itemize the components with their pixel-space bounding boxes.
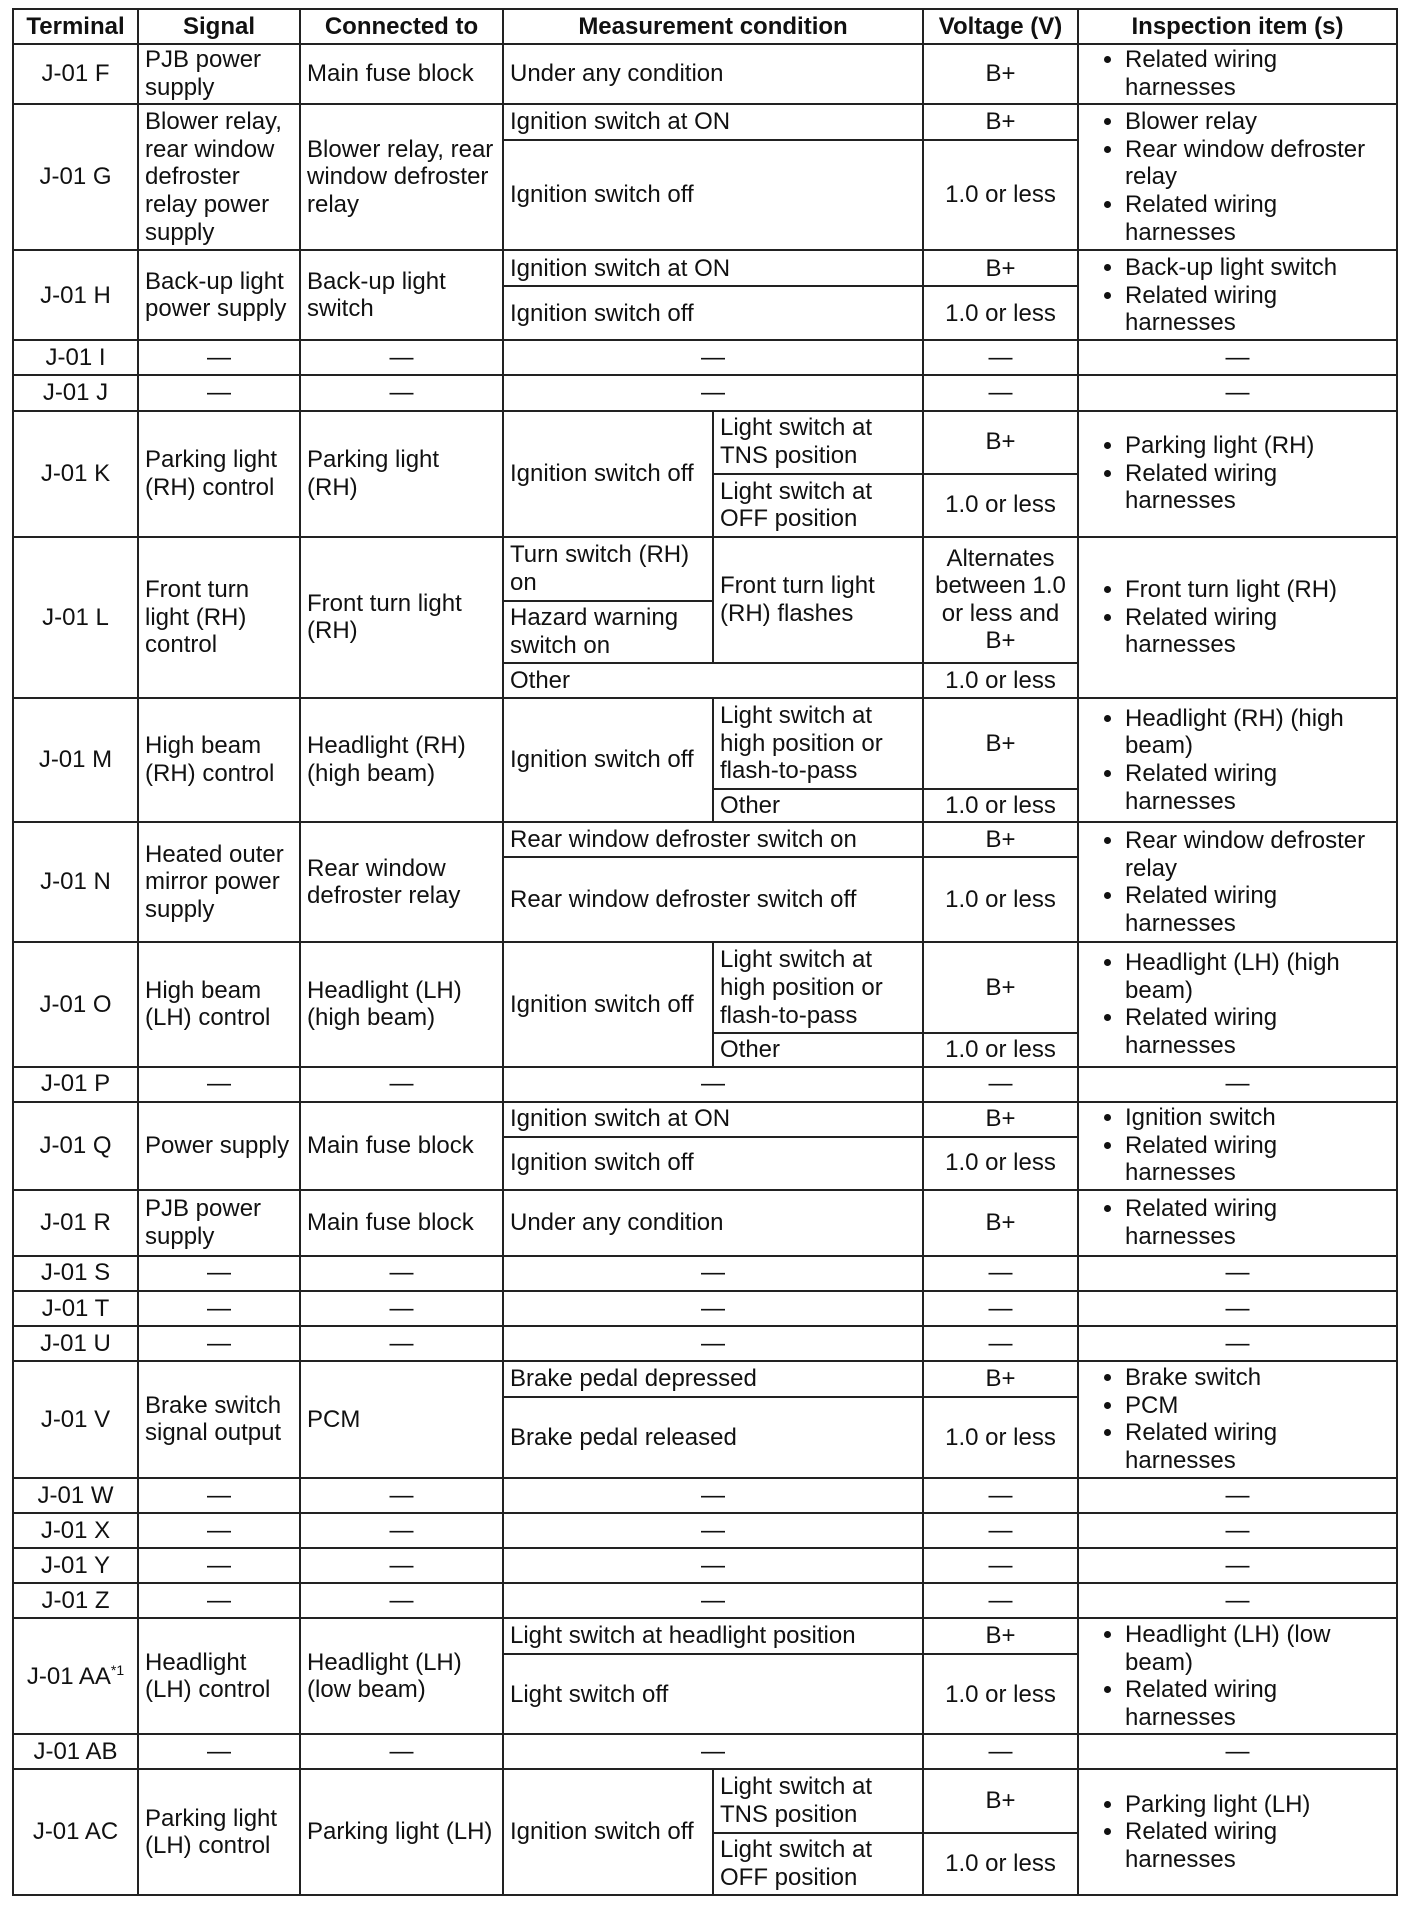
condition-cell: Ignition switch off (503, 1769, 713, 1895)
terminal-cell: J-01 F (13, 44, 138, 104)
voltage-cell: 1.0 or less (923, 1654, 1078, 1734)
connected-cell: — (300, 1734, 503, 1769)
voltage-cell: — (923, 340, 1078, 375)
inspection-cell: — (1078, 1067, 1397, 1102)
condition-cell: Ignition switch off (503, 286, 923, 340)
connected-cell: Main fuse block (300, 44, 503, 104)
footnote-marker: *1 (110, 1662, 125, 1679)
table-row (13, 1734, 1397, 1769)
voltage-cell: B+ (923, 1361, 1078, 1397)
condition-cell: Ignition switch at ON (503, 1102, 923, 1137)
inspection-cell (1078, 44, 1397, 104)
inspection-cell (1078, 822, 1397, 942)
signal-cell: — (138, 340, 300, 375)
header-voltage: Voltage (V) (923, 9, 1078, 44)
inspection-cell (1078, 1190, 1397, 1256)
terminal-cell: J-01 S (13, 1256, 138, 1291)
inspection-cell: — (1078, 375, 1397, 410)
inspection-item: • Related wiring harnesses (1125, 604, 1390, 659)
signal-cell: Parking light (LH) control (138, 1769, 300, 1895)
condition-cell: Under any condition (503, 44, 923, 104)
terminal-cell (13, 1618, 138, 1734)
inspection-item: • Front turn light (RH) (1125, 576, 1390, 604)
table-row (13, 1190, 1397, 1256)
signal-cell: — (138, 1583, 300, 1618)
table-row (13, 1291, 1397, 1326)
signal-cell: PJB power supply (138, 44, 300, 104)
voltage-cell: B+ (923, 1102, 1078, 1137)
condition-cell: Hazard warning switch on (503, 601, 713, 663)
inspection-item: • Back-up light switch (1125, 254, 1390, 282)
voltage-cell: 1.0 or less (923, 663, 1078, 698)
condition-cell: Other (503, 663, 923, 698)
table-row (13, 1067, 1397, 1102)
voltage-cell: 1.0 or less (923, 1833, 1078, 1895)
signal-cell: Blower relay, rear window defroster relay power supply (138, 104, 300, 250)
inspection-item: • Brake switch (1125, 1364, 1390, 1392)
connected-cell: Parking light (RH) (300, 411, 503, 537)
inspection-item: • PCM (1125, 1392, 1390, 1420)
condition-cell: — (503, 340, 923, 375)
inspection-cell: — (1078, 1478, 1397, 1513)
inspection-cell: — (1078, 1583, 1397, 1618)
voltage-cell: — (923, 1513, 1078, 1548)
voltage-cell: — (923, 1734, 1078, 1769)
connected-cell: Parking light (LH) (300, 1769, 503, 1895)
inspection-cell: — (1078, 340, 1397, 375)
condition-cell: — (503, 1067, 923, 1102)
inspection-item: • Rear window defroster relay (1125, 827, 1390, 882)
inspection-cell (1078, 104, 1397, 250)
sub-condition-cell: Front turn light (RH) flashes (713, 537, 923, 663)
table-row (13, 822, 1397, 857)
header-terminal: Terminal (13, 9, 138, 44)
signal-cell: — (138, 1734, 300, 1769)
sub-condition-cell: Light switch at TNS position (713, 411, 923, 474)
condition-cell: — (503, 1256, 923, 1291)
condition-cell: Rear window defroster switch off (503, 857, 923, 942)
inspection-item: • Related wiring harnesses (1125, 1004, 1390, 1059)
inspection-cell: — (1078, 1513, 1397, 1548)
signal-cell: PJB power supply (138, 1190, 300, 1256)
voltage-cell: 1.0 or less (923, 789, 1078, 822)
terminal-cell: J-01 P (13, 1067, 138, 1102)
terminal-cell: J-01 K (13, 411, 138, 537)
inspection-item: • Blower relay (1125, 108, 1390, 136)
table-row (13, 1256, 1397, 1291)
inspection-cell: — (1078, 1734, 1397, 1769)
inspection-item: • Parking light (LH) (1125, 1791, 1390, 1819)
signal-cell: Back-up light power supply (138, 250, 300, 340)
signal-cell: Parking light (RH) control (138, 411, 300, 537)
terminal-cell: J-01 L (13, 537, 138, 698)
sub-condition-cell: Light switch at OFF position (713, 1833, 923, 1895)
inspection-cell (1078, 698, 1397, 822)
table-row (13, 375, 1397, 410)
terminal-cell: J-01 U (13, 1326, 138, 1361)
voltage-cell: B+ (923, 1618, 1078, 1654)
inspection-item: • Related wiring harnesses (1125, 760, 1390, 815)
inspection-cell: — (1078, 1548, 1397, 1583)
condition-cell: — (503, 1478, 923, 1513)
signal-cell: — (138, 1513, 300, 1548)
terminal-label: J-01 AA (26, 1663, 111, 1691)
inspection-cell (1078, 250, 1397, 340)
terminal-cell: J-01 W (13, 1478, 138, 1513)
table-row (13, 1478, 1397, 1513)
signal-cell: — (138, 1478, 300, 1513)
table-row (13, 1326, 1397, 1361)
terminal-cell: J-01 Q (13, 1102, 138, 1190)
condition-cell: — (503, 375, 923, 410)
header-inspection-items: Inspection item (s) (1078, 9, 1397, 44)
inspection-cell (1078, 942, 1397, 1066)
inspection-cell (1078, 1102, 1397, 1190)
connected-cell: Main fuse block (300, 1102, 503, 1190)
voltage-cell: B+ (923, 1769, 1078, 1832)
terminal-cell: J-01 H (13, 250, 138, 340)
condition-cell: Ignition switch off (503, 411, 713, 537)
inspection-item: • Related wiring harnesses (1125, 460, 1390, 515)
voltage-cell: — (923, 1478, 1078, 1513)
table-row (13, 44, 1397, 104)
voltage-cell: — (923, 375, 1078, 410)
signal-cell: — (138, 1256, 300, 1291)
terminal-cell: J-01 J (13, 375, 138, 410)
voltage-cell: — (923, 1291, 1078, 1326)
table-row (13, 698, 1397, 789)
inspection-item: • Related wiring harnesses (1125, 1676, 1390, 1731)
connected-cell: — (300, 1326, 503, 1361)
voltage-cell: B+ (923, 250, 1078, 286)
inspection-cell (1078, 1618, 1397, 1734)
connected-cell: — (300, 1291, 503, 1326)
sub-condition-cell: Other (713, 1033, 923, 1066)
terminal-cell: J-01 T (13, 1291, 138, 1326)
table-row (13, 1548, 1397, 1583)
terminal-cell: J-01 M (13, 698, 138, 822)
signal-cell: Headlight (LH) control (138, 1618, 300, 1734)
table-row (13, 1513, 1397, 1548)
connected-cell: — (300, 1256, 503, 1291)
table-row (13, 537, 1397, 601)
sub-condition-cell: Light switch at TNS position (713, 1769, 923, 1832)
condition-cell: Brake pedal depressed (503, 1361, 923, 1397)
connected-cell: — (300, 1513, 503, 1548)
condition-cell: Light switch off (503, 1654, 923, 1734)
connected-cell: — (300, 375, 503, 410)
condition-cell: Rear window defroster switch on (503, 822, 923, 857)
connected-cell: — (300, 1067, 503, 1102)
connected-cell: — (300, 1548, 503, 1583)
signal-cell: Front turn light (RH) control (138, 537, 300, 698)
connected-cell: — (300, 1478, 503, 1513)
header-signal: Signal (138, 9, 300, 44)
voltage-cell: — (923, 1583, 1078, 1618)
header-row (13, 9, 1397, 44)
table-row (13, 411, 1397, 474)
condition-cell: Ignition switch off (503, 698, 713, 822)
sub-condition-cell: Other (713, 789, 923, 822)
signal-cell: High beam (LH) control (138, 942, 300, 1066)
terminal-cell: J-01 G (13, 104, 138, 250)
voltage-cell: B+ (923, 698, 1078, 789)
connected-cell: Headlight (RH) (high beam) (300, 698, 503, 822)
table-row (13, 340, 1397, 375)
signal-cell: Heated outer mirror power supply (138, 822, 300, 942)
connected-cell: Main fuse block (300, 1190, 503, 1256)
connected-cell: — (300, 1583, 503, 1618)
terminal-cell: J-01 Y (13, 1548, 138, 1583)
terminal-cell: J-01 AB (13, 1734, 138, 1769)
inspection-item: • Related wiring harnesses (1125, 1419, 1390, 1474)
voltage-cell: 1.0 or less (923, 286, 1078, 340)
condition-cell: — (503, 1326, 923, 1361)
condition-cell: Brake pedal released (503, 1397, 923, 1478)
table-row (13, 1102, 1397, 1137)
voltage-cell: — (923, 1548, 1078, 1583)
voltage-cell: B+ (923, 411, 1078, 474)
voltage-cell: B+ (923, 822, 1078, 857)
voltage-cell: B+ (923, 1190, 1078, 1256)
sub-condition-cell: Light switch at high position or flash-to-pass (713, 698, 923, 789)
table-row (13, 1618, 1397, 1654)
signal-cell: Brake switch signal output (138, 1361, 300, 1478)
inspection-item: • Headlight (RH) (high beam) (1125, 705, 1390, 760)
condition-cell: Ignition switch at ON (503, 104, 923, 140)
voltage-cell: B+ (923, 104, 1078, 140)
voltage-cell: 1.0 or less (923, 474, 1078, 537)
header-connected-to: Connected to (300, 9, 503, 44)
connected-cell: Blower relay, rear window defroster relay (300, 104, 503, 250)
table-row (13, 1361, 1397, 1397)
inspection-item: • Related wiring harnesses (1125, 1195, 1390, 1250)
connected-cell: Headlight (LH) (high beam) (300, 942, 503, 1066)
inspection-item: • Related wiring harnesses (1125, 282, 1390, 337)
voltage-cell: 1.0 or less (923, 857, 1078, 942)
voltage-cell: 1.0 or less (923, 1397, 1078, 1478)
signal-cell: — (138, 1326, 300, 1361)
inspection-cell (1078, 537, 1397, 698)
connected-cell: Back-up light switch (300, 250, 503, 340)
inspection-cell: — (1078, 1326, 1397, 1361)
inspection-cell (1078, 1361, 1397, 1478)
terminal-cell: J-01 X (13, 1513, 138, 1548)
condition-cell: — (503, 1291, 923, 1326)
inspection-item: • Headlight (LH) (high beam) (1125, 949, 1390, 1004)
sub-condition-cell: Light switch at OFF position (713, 474, 923, 537)
connected-cell: Headlight (LH) (low beam) (300, 1618, 503, 1734)
condition-cell: Turn switch (RH) on (503, 537, 713, 601)
inspection-item: • Rear window defroster relay (1125, 136, 1390, 191)
sub-condition-cell: Light switch at high position or flash-to-pass (713, 942, 923, 1033)
condition-cell: Ignition switch off (503, 942, 713, 1066)
voltage-cell: B+ (923, 942, 1078, 1033)
condition-cell: — (503, 1548, 923, 1583)
condition-cell: Under any condition (503, 1190, 923, 1256)
condition-cell: — (503, 1513, 923, 1548)
signal-cell: — (138, 1548, 300, 1583)
terminal-cell: J-01 Z (13, 1583, 138, 1618)
terminal-cell: J-01 O (13, 942, 138, 1066)
connected-cell: Front turn light (RH) (300, 537, 503, 698)
signal-cell: High beam (RH) control (138, 698, 300, 822)
header-measurement-condition: Measurement condition (503, 9, 923, 44)
voltage-cell: B+ (923, 44, 1078, 104)
signal-cell: — (138, 375, 300, 410)
inspection-item: • Ignition switch (1125, 1104, 1390, 1132)
inspection-item: • Related wiring harnesses (1125, 1132, 1390, 1187)
inspection-item: • Related wiring harnesses (1125, 882, 1390, 937)
voltage-cell: — (923, 1067, 1078, 1102)
inspection-item: • Related wiring harnesses (1125, 191, 1390, 246)
inspection-cell (1078, 411, 1397, 537)
inspection-cell (1078, 1769, 1397, 1895)
terminal-inspection-table (12, 8, 1398, 1896)
inspection-item: • Parking light (RH) (1125, 432, 1390, 460)
inspection-item: • Headlight (LH) (low beam) (1125, 1621, 1390, 1676)
terminal-cell: J-01 R (13, 1190, 138, 1256)
inspection-item: • Related wiring harnesses (1125, 46, 1390, 101)
signal-cell: — (138, 1291, 300, 1326)
signal-cell: — (138, 1067, 300, 1102)
voltage-cell: Alternates between 1.0 or less and B+ (923, 537, 1078, 663)
table-row (13, 1769, 1397, 1832)
connected-cell: — (300, 340, 503, 375)
inspection-item: • Related wiring harnesses (1125, 1818, 1390, 1873)
condition-cell: — (503, 1583, 923, 1618)
condition-cell: Ignition switch at ON (503, 250, 923, 286)
table-row (13, 1583, 1397, 1618)
voltage-cell: — (923, 1326, 1078, 1361)
voltage-cell: 1.0 or less (923, 140, 1078, 250)
voltage-cell: 1.0 or less (923, 1137, 1078, 1190)
condition-cell: Ignition switch off (503, 1137, 923, 1190)
table-row (13, 104, 1397, 140)
terminal-cell: J-01 AC (13, 1769, 138, 1895)
connected-cell: PCM (300, 1361, 503, 1478)
table-row (13, 942, 1397, 1033)
terminal-cell: J-01 V (13, 1361, 138, 1478)
table-row (13, 250, 1397, 286)
connected-cell: Rear window defroster relay (300, 822, 503, 942)
condition-cell: — (503, 1734, 923, 1769)
inspection-cell: — (1078, 1256, 1397, 1291)
voltage-cell: 1.0 or less (923, 1033, 1078, 1066)
condition-cell: Light switch at headlight position (503, 1618, 923, 1654)
voltage-cell: — (923, 1256, 1078, 1291)
terminal-cell: J-01 N (13, 822, 138, 942)
condition-cell: Ignition switch off (503, 140, 923, 250)
terminal-cell: J-01 I (13, 340, 138, 375)
inspection-cell: — (1078, 1291, 1397, 1326)
signal-cell: Power supply (138, 1102, 300, 1190)
